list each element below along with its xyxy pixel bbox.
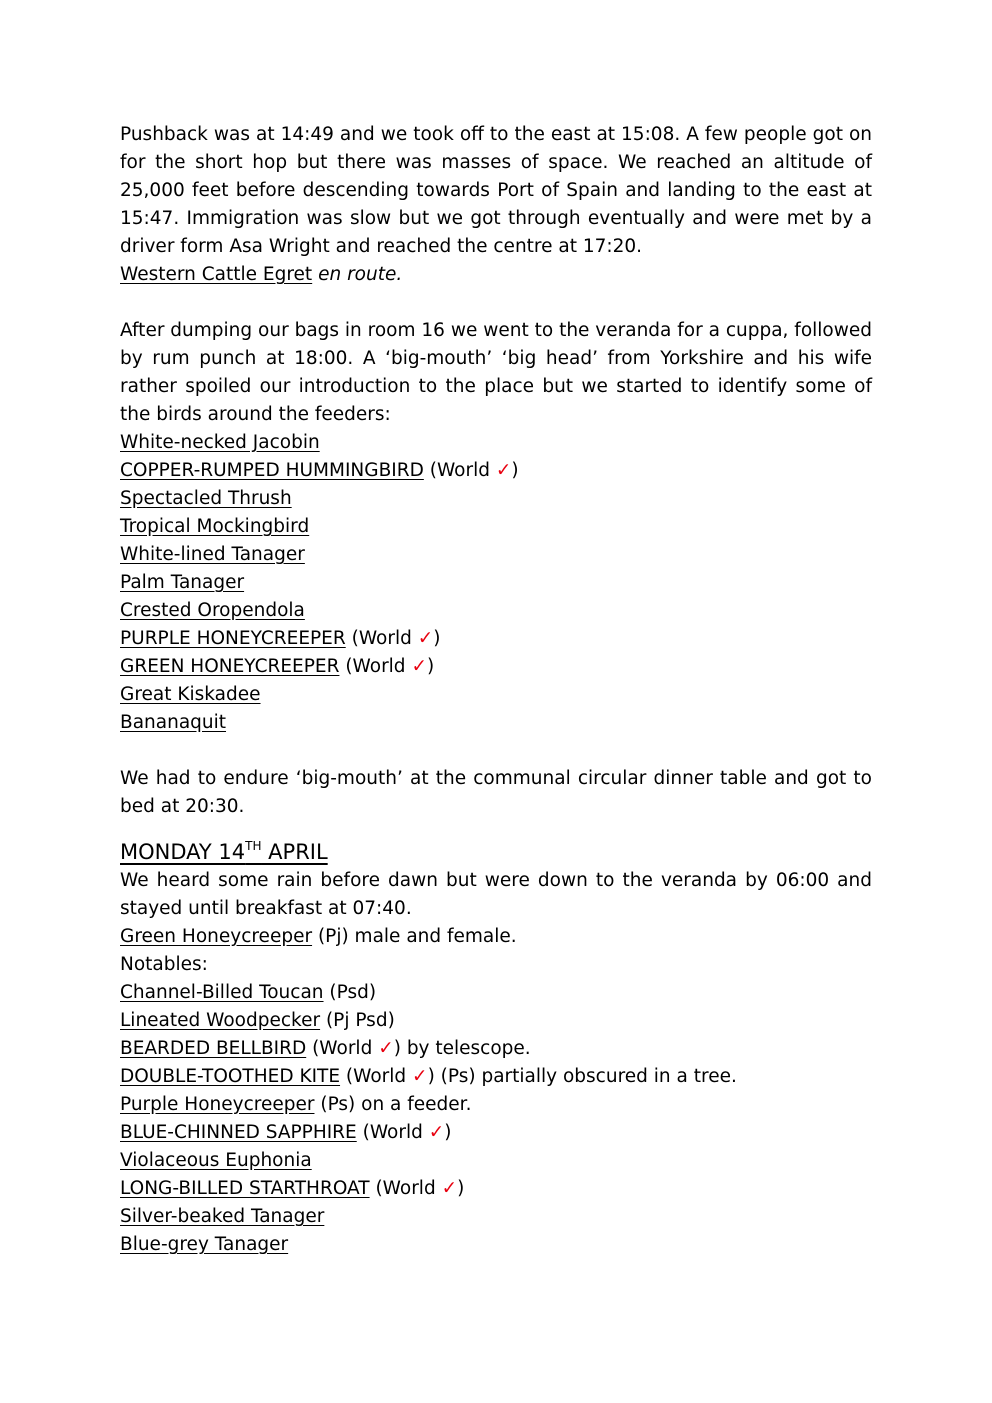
- bird-name: Channel-Billed Toucan: [120, 982, 324, 1003]
- bird-list-item: [120, 1147, 872, 1175]
- bird-name: Spectacled Thrush: [120, 488, 292, 509]
- bird-name: COPPER-RUMPED HUMMINGBIRD: [120, 460, 424, 481]
- bird-name: BEARDED BELLBIRD: [120, 1038, 307, 1059]
- sighting-note: (Pj Psd): [320, 1010, 395, 1031]
- red-check-icon: ✓: [411, 656, 427, 677]
- bird-name: White-lined Tanager: [120, 544, 305, 565]
- sighting-note-close: ): [511, 460, 519, 481]
- paragraph-flight: Pushback was at 14:49 and we took off to the east at 15:08. A few people got on for the short hop but there was masses of space. We reached an altitude of 25,000 feet before descending towards Port of Spain and landing to the east at 15:47. Immigration was slow but we got through eventually and were met by a driver form Asa Wright and reached the centre at 17:20.: [120, 124, 872, 257]
- bird-list-item: [120, 979, 872, 1007]
- bird-name: Crested Oropendola: [120, 600, 305, 621]
- paragraph-morning: We heard some rain before dawn but were down to the veranda by 06:00 and stayed until breakfast at 07:40.: [120, 870, 872, 919]
- sighting-note: (Psd): [323, 982, 377, 1003]
- sighting-note: (World: [306, 1038, 379, 1059]
- sighting-line: [120, 261, 872, 289]
- bird-name: Blue-grey Tanager: [120, 1234, 289, 1255]
- sighting-note: (World: [339, 656, 412, 677]
- bird-name: Palm Tanager: [120, 572, 245, 593]
- document-page: [120, 121, 872, 1259]
- sighting-note-close: ): [433, 628, 441, 649]
- sighting-note-tail: by telescope.: [400, 1038, 531, 1059]
- sighting-note-close: ): [393, 1038, 401, 1059]
- sighting-note-close: ): [427, 1066, 435, 1087]
- bird-list-item: [120, 513, 872, 541]
- sighting-note: en route.: [318, 264, 403, 285]
- sighting-note: (World: [423, 460, 496, 481]
- bird-list-item: [120, 1035, 872, 1063]
- bird-name: Western Cattle Egret: [120, 264, 313, 285]
- bird-list-item: [120, 1203, 872, 1231]
- bird-list-item: [120, 625, 872, 653]
- bird-name: Great Kiskadee: [120, 684, 261, 705]
- sighting-note: (World: [345, 628, 418, 649]
- bird-name: Purple Honeycreeper: [120, 1094, 315, 1115]
- bird-name: Silver-beaked Tanager: [120, 1206, 325, 1227]
- bird-list-item: [120, 681, 872, 709]
- bird-name: LONG-BILLED STARTHROAT: [120, 1178, 370, 1199]
- sighting-note: (Pj) male and female.: [312, 926, 517, 947]
- sighting-note-tail: (Ps) partially obscured in a tree.: [434, 1066, 737, 1087]
- bird-list-item: [120, 709, 872, 737]
- sighting-note: (Ps) on a feeder.: [314, 1094, 472, 1115]
- sighting-note-close: ): [426, 656, 435, 677]
- day-heading: MONDAY 14TH APRIL: [120, 839, 328, 864]
- sighting-note: (World: [356, 1122, 429, 1143]
- sighting-line: [120, 923, 872, 951]
- red-check-icon: ✓: [495, 460, 512, 481]
- feeder-bird-list: [120, 429, 872, 737]
- sighting-note: (World: [369, 1178, 442, 1199]
- bird-name: White-necked Jacobin: [120, 432, 320, 453]
- red-check-icon: ✓: [412, 1066, 428, 1087]
- red-check-icon: ✓: [378, 1038, 394, 1059]
- red-check-icon: ✓: [428, 1122, 445, 1143]
- notable-bird-list: [120, 979, 872, 1259]
- bird-list-item: [120, 485, 872, 513]
- bird-list-item: [120, 597, 872, 625]
- bird-name: BLUE-CHINNED SAPPHIRE: [120, 1122, 357, 1143]
- bird-list-item: [120, 541, 872, 569]
- red-check-icon: ✓: [417, 628, 434, 649]
- paragraph-arrival: After dumping our bags in room 16 we went to the veranda for a cuppa, followed by rum punch at 18:00. A ‘big-mouth’ ‘big head’ from Yorkshire and his wife rather spoiled our introduction to the place but we started to identify some of the birds around the feeders:: [120, 320, 872, 425]
- notables-label: Notables:: [120, 954, 208, 975]
- bird-name: Violaceous Euphonia: [120, 1150, 312, 1171]
- bird-name: DOUBLE-TOOTHED KITE: [120, 1066, 341, 1087]
- bird-list-item: [120, 1063, 872, 1091]
- bird-list-item: [120, 457, 872, 485]
- bird-list-item: [120, 653, 872, 681]
- bird-name: Tropical Mockingbird: [120, 516, 310, 537]
- bird-list-item: [120, 1175, 872, 1203]
- sighting-note: (World: [340, 1066, 413, 1087]
- bird-name: Bananaquit: [120, 712, 227, 733]
- bird-name: GREEN HONEYCREEPER: [120, 656, 340, 677]
- bird-list-item: [120, 429, 872, 457]
- bird-list-item: [120, 1231, 872, 1259]
- sighting-note-close: ): [457, 1178, 465, 1199]
- bird-list-item: [120, 569, 872, 597]
- bird-list-item: [120, 1119, 872, 1147]
- bird-name: PURPLE HONEYCREEPER: [120, 628, 346, 649]
- paragraph-dinner: We had to endure ‘big-mouth’ at the communal circular dinner table and got to bed at 20:30.: [120, 768, 872, 817]
- bird-name: Green Honeycreeper: [120, 926, 313, 947]
- bird-list-item: [120, 1007, 872, 1035]
- bird-list-item: [120, 1091, 872, 1119]
- red-check-icon: ✓: [441, 1178, 458, 1199]
- sighting-note-close: ): [444, 1122, 452, 1143]
- bird-name: Lineated Woodpecker: [120, 1010, 321, 1031]
